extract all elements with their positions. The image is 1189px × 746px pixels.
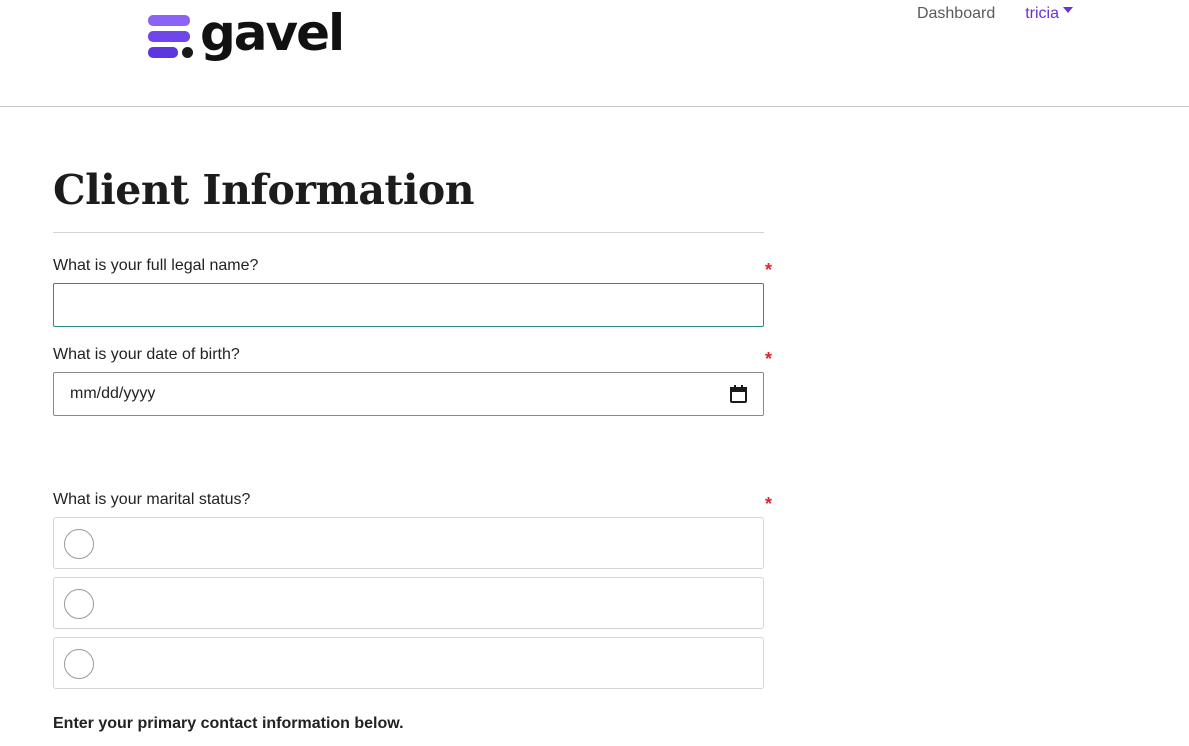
top-header xyxy=(0,0,1189,107)
marital-status-option-1[interactable] xyxy=(53,517,764,569)
gavel-logo-icon xyxy=(148,14,194,60)
full-name-required-mark: * xyxy=(765,260,773,280)
logo-text: gavel xyxy=(200,4,344,62)
contact-info-note: Enter your primary contact information below. xyxy=(53,715,404,732)
marital-status-required-mark: * xyxy=(765,494,773,514)
gavel-logo[interactable] xyxy=(148,4,344,62)
full-name-label: What is your full legal name? xyxy=(53,257,259,274)
dob-required-mark: * xyxy=(765,349,773,369)
nav-dashboard-link[interactable]: Dashboard xyxy=(916,5,996,22)
marital-status-label: What is your marital status? xyxy=(53,491,251,508)
dob-placeholder: mm/dd/yyyy xyxy=(70,385,156,402)
radio-button[interactable] xyxy=(64,589,94,619)
calendar-icon[interactable] xyxy=(730,385,747,403)
marital-status-option-3[interactable] xyxy=(53,637,764,689)
user-menu-toggle[interactable] xyxy=(1025,5,1073,23)
dob-input[interactable] xyxy=(53,372,764,416)
user-name: tricia xyxy=(1025,5,1059,22)
marital-status-option-2[interactable] xyxy=(53,577,764,629)
title-divider xyxy=(53,232,764,233)
radio-button[interactable] xyxy=(64,649,94,679)
caret-down-icon xyxy=(1063,7,1073,13)
full-name-input[interactable] xyxy=(53,283,764,327)
client-info-form xyxy=(53,166,773,732)
top-nav xyxy=(917,5,1073,23)
radio-button[interactable] xyxy=(64,529,94,559)
page-title: Client Information xyxy=(53,166,475,214)
dob-label: What is your date of birth? xyxy=(53,346,240,363)
